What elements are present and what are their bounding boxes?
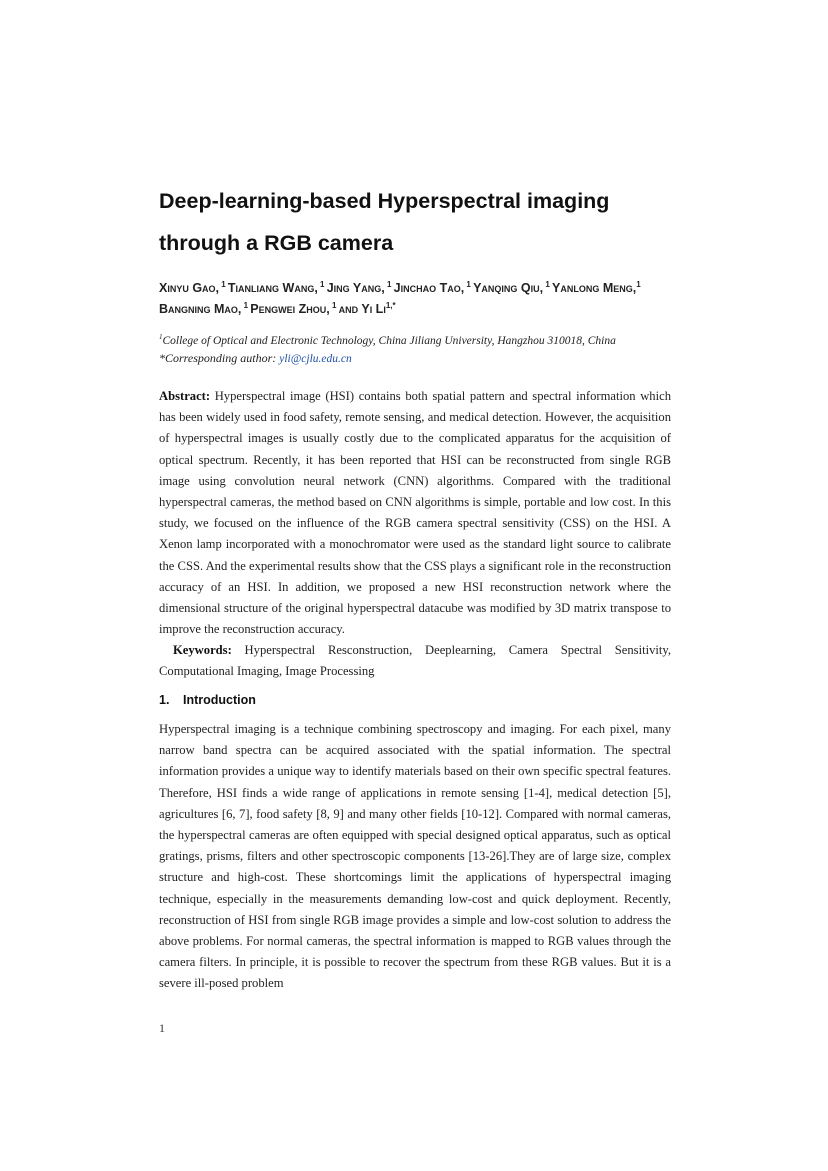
introduction-paragraph: Hyperspectral imaging is a technique combining spectroscopy and imaging. For each pixel, many narrow band spectra can be acquired associated with the spatial information. The spectral information provides a unique way to identify materials based on their own specific spectral features. Therefore, HSI finds a wide range of applications in remote sensing [1-4], medical detection [5], agricultures [6, 7], food safety [8, 9] and many other fields [10-12]. Compared with normal cameras, the hyperspectral cameras are often equipped with special designed optical apparatus, such as optical gratings, prisms, filters and other spectroscopic components [13-26].They are of large size, complex structure and high-cost. These shortcomings limit the applications of hyperspectral imaging technique, especially in the measurements demanding low-cost and quick deployment. Recently, reconstruction of HSI from single RGB image provides a simple and low-cost solution to address the above problems. For normal cameras, the spectral information is mapped to RGB values through the camera filters. In principle, it is possible to recover the spectrum from these RGB values. But it is a severe ill-posed problem [159, 722, 671, 991]
section-title: Introduction [183, 693, 256, 707]
author: Xinyu Gao, $^1$ [159, 279, 228, 295]
author: Yanqing Qiu, $^1$ [473, 279, 553, 295]
affiliation: $^1$College of Optical and Electronic Technology, China Jiliang University, Hangzhou 310018, China [159, 333, 616, 347]
corresponding-label: *Corresponding author: [159, 351, 280, 365]
abstract-label: Abstract: [159, 389, 211, 403]
author-list [159, 278, 679, 320]
abstract [159, 386, 671, 640]
title-line-1: Deep-learning-based Hyperspectral imaging [159, 189, 610, 213]
page-number: 1 [159, 1021, 165, 1035]
section-heading [159, 690, 671, 710]
author: Tianliang Wang, $^1$ [227, 279, 327, 295]
keywords [159, 640, 671, 682]
author: Jinchao Tao, $^1$ [393, 279, 474, 295]
corresponding-email-link[interactable]: yli@cjlu.edu.cn [279, 353, 352, 365]
keywords-label: Keywords: [173, 643, 232, 657]
author: Bangning Mao, $^1$ [159, 300, 251, 316]
author: Yanlong Meng,$^1$ [552, 279, 641, 295]
section-number: 1. [159, 693, 170, 707]
author: Pengwei Zhou, $^1$ [250, 300, 339, 316]
keywords-text: Hyperspectral Resconstruction, Deeplearning, Camera Spectral Sensitivity, Computational Imaging, Image Processing [159, 643, 671, 679]
author: and Yi $Li^{1,*}$ [338, 300, 396, 316]
corresponding-author [159, 349, 679, 368]
title-line-2: through a RGB camera [159, 231, 394, 255]
author: Jing Yang, $^1$ [326, 279, 394, 295]
abstract-text: Hyperspectral image (HSI) contains both spatial pattern and spectral information which has been widely used in food safety, remote sensing, and medical detection. However, the acquisition of hyperspectral images is usually costly due to the complicated apparatus for the acquisition of optical spectrum. Recently, it has been reported that HSI can be reconstructed from single RGB image using convolution neural network (CNN) algorithms. Compared with the traditional hyperspectral cameras, the method based on CNN algorithms is simple, portable and low cost. In this study, we focused on the influence of the RGB camera spectral sensitivity (CSS) on the HSI. A Xenon lamp incorporated with a monochromator were used as the standard light source to calibrate the CSS. And the experimental results show that the CSS plays a significant role in the reconstruction accuracy of an HSI. In addition, we proposed a new HSI reconstruction network where the dimensional structure of the original hyperspectral datacube was modified by 3D matrix transpose to improve the reconstruction accuracy. [159, 389, 671, 637]
paper-title [159, 180, 679, 264]
